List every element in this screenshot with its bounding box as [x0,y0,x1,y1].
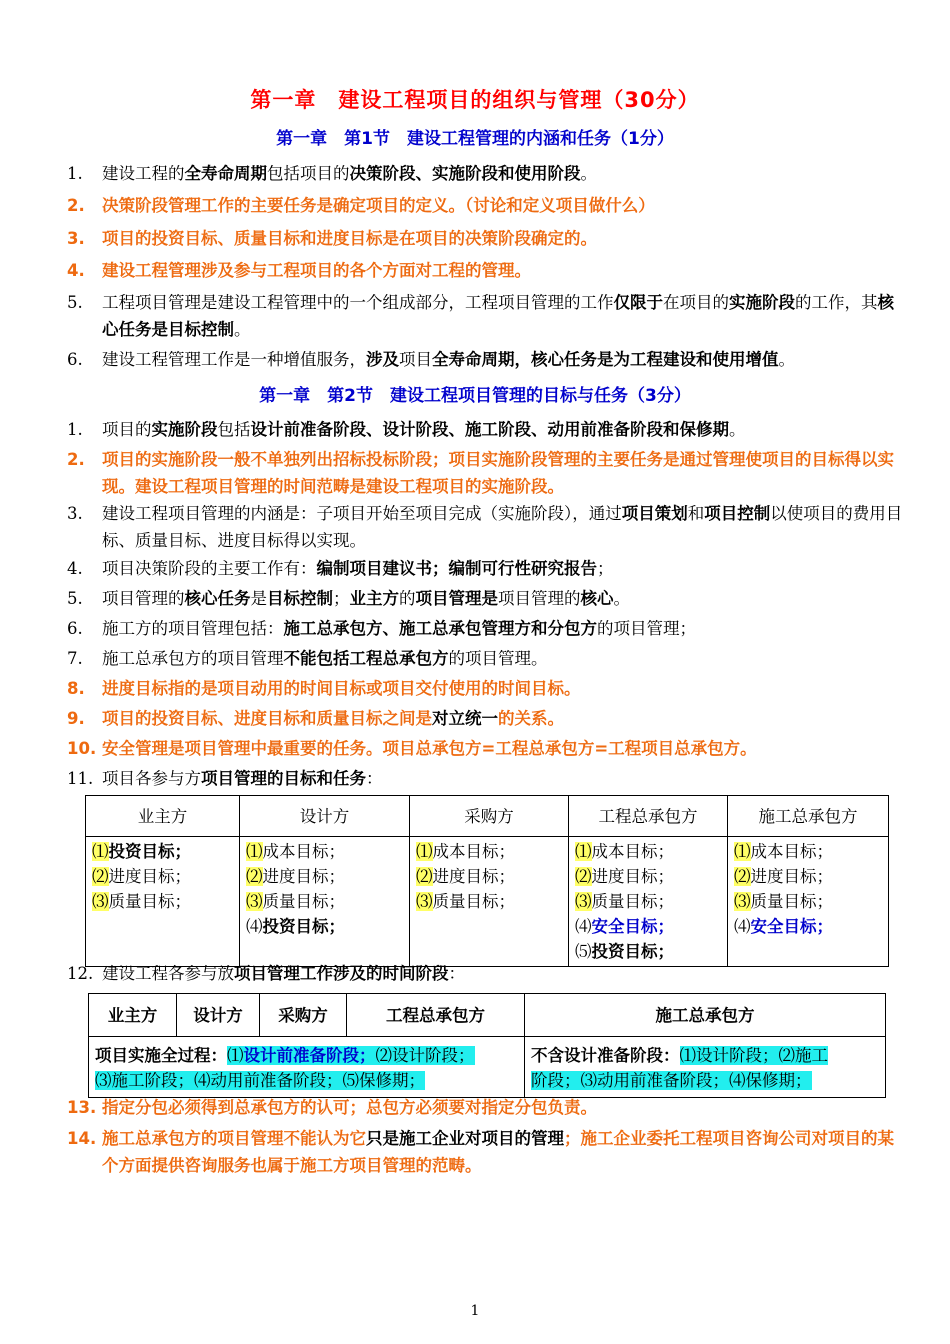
s1-item-2: 2. 决策阶段管理工作的主要任务是确定项目的定义。（讨论和定义项目做什么） [67,196,655,215]
table-cell: ⑴成本目标； ⑵进度目标； ⑶质量目标； [410,837,569,967]
s1-item-6: 6. 建设工程管理工作是一种增值服务，涉及项目全寿命周期，核心任务是为工程建设和使用增值。 [67,350,795,369]
table-header: 工程总承包方 [347,994,525,1037]
page-number: 1 [470,1303,480,1319]
table-row [89,1037,886,1098]
s2-item-3: 3. 建设工程项目管理的内涵是：子项目开始至项目完成（实施阶段），通过项目策划和项目控制以使项目的费用目标、质量目标、进度目标得以实现。 [67,504,903,550]
table-header: 设计方 [240,796,410,837]
s2-item-5: 5. 项目管理的核心任务是目标控制；业主方的项目管理是项目管理的核心。 [67,589,630,608]
section1-heading: 第一章 第1节 建设工程管理的内涵和任务（1分） [276,129,674,149]
table-row [86,837,889,967]
table-header: 业主方 [86,796,240,837]
table-header: 工程总承包方 [569,796,728,837]
table-cell: ⑴成本目标； ⑵进度目标； ⑶质量目标； ⑷安全目标； [728,837,889,967]
table-header: 采购方 [260,994,347,1037]
s2-item-7: 7. 施工总承包方的项目管理不能包括工程总承包方的项目管理。 [67,649,548,668]
table-cell: 不含设计准备阶段：⑴设计阶段；⑵施工 阶段；⑶动用前准备阶段；⑷保修期； [525,1037,886,1098]
s1-item-4: 4. 建设工程管理涉及参与工程项目的各个方面对工程的管理。 [67,261,531,280]
s2-item-10: 10. 安全管理是项目管理中最重要的任务。项目总承包方=工程总承包方=工程项目总承包方。 [67,739,757,758]
table-header: 施工总承包方 [728,796,889,837]
table-cell: 项目实施全过程：⑴设计前准备阶段；⑵设计阶段； ⑶施工阶段；⑷动用前准备阶段；⑸保修期； [89,1037,525,1098]
phases-table [88,993,886,1098]
s2-item-4: 4. 项目决策阶段的主要工作有：编制项目建议书；编制可行性研究报告； [67,559,614,578]
s2-item-6: 6. 施工方的项目管理包括：施工总承包方、施工总承包管理方和分包方的项目管理； [67,619,696,638]
s2-item-2: 2. 项目的实施阶段一般不单独列出招标投标阶段；项目实施阶段管理的主要任务是通过管理使项目的目标得以实现。建设工程项目管理的时间范畴是建设工程项目的实施阶段。 [67,450,894,496]
s2-item-9: 9. 项目的投资目标、进度目标和质量目标之间是对立统一的关系。 [67,709,564,728]
s2-item-1: 1. 项目的实施阶段包括设计前准备阶段、设计阶段、施工阶段、动用前准备阶段和保修期。 [67,420,746,439]
s2-item-8: 8. 进度目标指的是项目动用的时间目标或项目交付使用的时间目标。 [67,679,581,698]
table-cell: ⑴成本目标； ⑵进度目标； ⑶质量目标； ⑷投资目标； [240,837,410,967]
table-header: 设计方 [177,994,260,1037]
s2-item-11: 11. 项目各参与方项目管理的目标和任务： [67,769,383,788]
s2-item-13: 13. 指定分包必须得到总承包方的认可；总包方必须要对指定分包负责。 [67,1098,597,1117]
chapter-title: 第一章 建设工程项目的组织与管理（30分） [250,88,700,112]
s2-item-12: 12. 建设工程各参与放项目管理工作涉及的时间阶段： [67,964,465,983]
objectives-table [85,795,889,967]
table-header: 业主方 [89,994,177,1037]
table-cell: ⑴投资目标； ⑵进度目标； ⑶质量目标； [86,837,240,967]
table-header: 采购方 [410,796,569,837]
s1-item-5: 5. 工程项目管理是建设工程管理中的一个组成部分，工程项目管理的工作仅限于在项目的实施阶段的工作，其核心任务是目标控制。 [67,293,894,339]
s1-item-1: 1. 建设工程的全寿命周期包括项目的决策阶段、实施阶段和使用阶段。 [67,164,597,183]
section2-heading: 第一章 第2节 建设工程项目管理的目标与任务（3分） [259,386,691,406]
s2-item-14: 14. 施工总承包方的项目管理不能认为它只是施工企业对项目的管理；施工企业委托工程项目咨询公司对项目的某个方面提供咨询服务也属于施工方项目管理的范畴。 [67,1129,894,1175]
table-header: 施工总承包方 [525,994,886,1037]
table-cell: ⑴成本目标； ⑵进度目标； ⑶质量目标； ⑷安全目标； ⑸投资目标； [569,837,728,967]
table-header-row [86,796,889,837]
table-header-row [89,994,886,1037]
s1-item-3: 3. 项目的投资目标、质量目标和进度目标是在项目的决策阶段确定的。 [67,229,597,248]
